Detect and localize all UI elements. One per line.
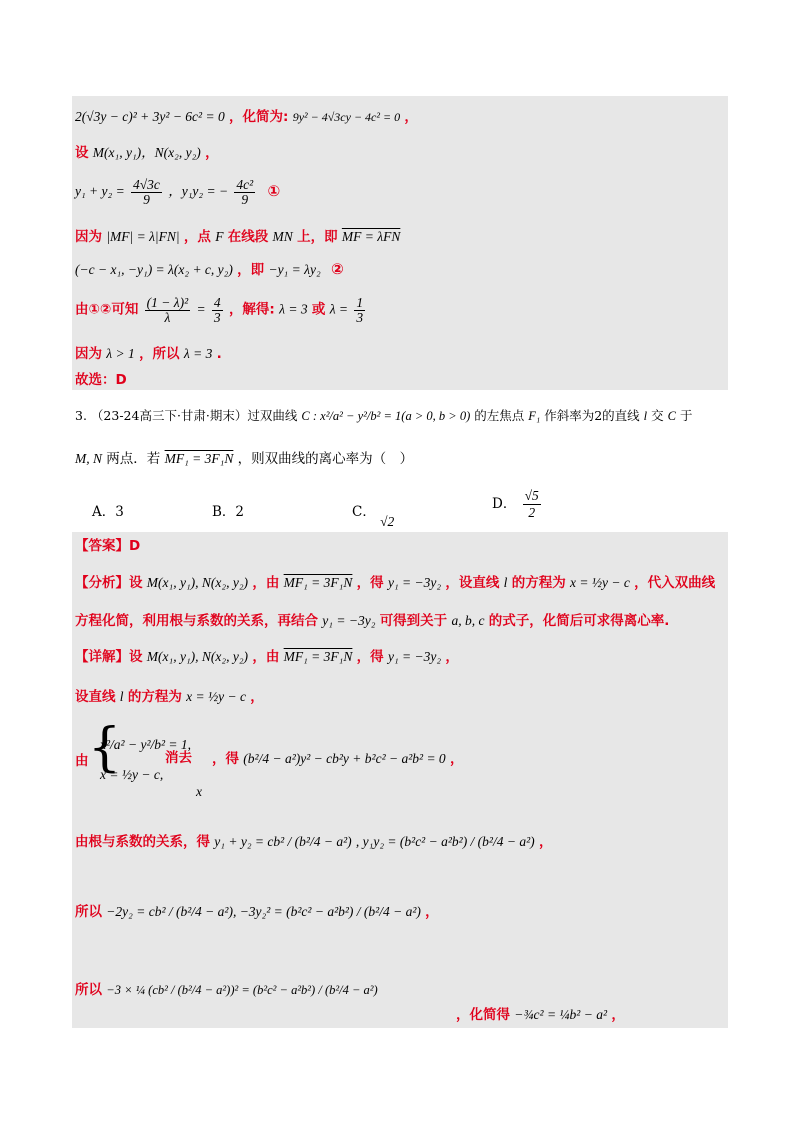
option-a[interactable]: [92, 500, 124, 520]
numerator: 1: [356, 295, 364, 310]
equation: x = ½y − c: [186, 689, 246, 704]
answer-shade: [72, 532, 728, 1028]
option-c[interactable]: [352, 500, 395, 529]
fraction: [354, 296, 365, 324]
equation: −2y₂ = cb² / (b²/4 − a²), −3y₂² = (b²c² − a²b²) / (b²/4 − a²): [106, 904, 421, 919]
option-b[interactable]: [212, 500, 244, 520]
prev-line-1: [75, 110, 418, 125]
denominator: 3: [356, 309, 364, 325]
option-label: A．3: [92, 504, 124, 520]
equation: 9y² − 4√3cy − 4c² = 0: [292, 110, 401, 124]
equation: F: [215, 229, 224, 244]
numerator: 4: [213, 295, 221, 310]
numerator: 4c²: [236, 177, 254, 192]
so-line-2b: [456, 1008, 625, 1023]
system-var: [196, 785, 202, 799]
label: 在线段: [227, 229, 269, 245]
label: 因为: [75, 346, 102, 362]
label: 的方程为: [511, 575, 566, 591]
prev-line-5: [75, 262, 344, 278]
equation: MN: [272, 229, 293, 244]
question-text: 作斜率为2的直线: [544, 408, 640, 423]
equation: λ = 3: [279, 301, 308, 317]
detail-line-2: [75, 690, 264, 705]
label: 因为: [75, 229, 102, 245]
label: ，设直线: [445, 575, 500, 591]
label: ，解得:: [228, 301, 275, 318]
numerator: √5: [524, 488, 539, 503]
punct: ，: [538, 834, 553, 850]
label: 【分析】设: [75, 575, 143, 591]
label: 所以: [75, 982, 102, 998]
equation: x²/a² − y²/b² = 1,: [100, 737, 192, 752]
question-source: （23-24高三下·甘肃·期末）过双曲线: [90, 408, 298, 423]
equation: M(x₁, y₁), N(x₂, y₂): [146, 575, 249, 590]
option-label: C．: [352, 504, 376, 520]
circled-marker: ②: [330, 260, 344, 278]
question-line-1: [75, 410, 692, 423]
circled-marker: ①: [267, 181, 281, 200]
option-label: D．: [492, 496, 517, 512]
equation: −¾c² = ¼b² − a²: [514, 1007, 608, 1022]
label: ，得: [356, 575, 384, 591]
label: 由根与系数的关系，得: [75, 834, 210, 850]
equation: λ =: [329, 301, 349, 317]
label: 方程化简，利用根与系数的关系，再结合: [75, 613, 318, 629]
system-brace: {: [88, 718, 122, 778]
system-block: [75, 725, 89, 769]
fraction: [131, 178, 162, 206]
vector-equation: MF₁ = 3F₁N: [283, 575, 353, 590]
punct: .: [216, 346, 222, 362]
equation: a, b, c: [451, 613, 485, 628]
equation: ，y₁y₂ = −: [168, 183, 229, 199]
question-text: ，则双曲线的离心率为（ ）: [237, 451, 414, 467]
punct: ，: [449, 751, 464, 767]
option-value: [523, 488, 541, 521]
answer: 【答案】D: [75, 538, 141, 554]
question-text: 于: [679, 408, 693, 423]
question-text: 两点．若: [106, 451, 161, 467]
line-l: l: [643, 409, 648, 423]
denominator: λ: [164, 309, 171, 325]
equation: M(x₁, y₁)，N(x₂, y₂): [92, 145, 201, 160]
final-choice: 故选：D: [75, 372, 127, 388]
equation: (b²/4 − a²)y² − cb²y + b²c² − a²b² = 0: [243, 751, 446, 766]
denominator: 2: [528, 505, 536, 520]
label: ，化简为:: [229, 109, 289, 125]
label: ，得: [356, 649, 384, 665]
label: 【详解】设: [75, 649, 143, 665]
fraction: [234, 178, 255, 206]
points: M, N: [75, 451, 102, 466]
numerator: (1 − λ)²: [146, 295, 189, 310]
equation: y₁ + y₂ = cb² / (b²/4 − a²): [214, 834, 352, 849]
equation: −3 × ¼ (cb² / (b²/4 − a²))² = (b²c² − a²b²) / (b²/4 − a²): [106, 983, 378, 997]
question-number: 3.: [75, 408, 87, 423]
so-line-2: [75, 984, 378, 998]
option-value: √2: [380, 514, 395, 529]
prev-line-4: [75, 230, 400, 245]
analysis-line-1: [75, 576, 715, 591]
equation: y₁ = −3y₂: [387, 575, 442, 590]
option-label: B．2: [212, 504, 245, 520]
label: ，点: [183, 229, 211, 245]
label: 的方程为: [127, 689, 182, 705]
vieta-line: [75, 835, 552, 850]
denominator: 9: [143, 191, 150, 207]
system-eliminate: [165, 752, 192, 766]
system-row-2: [100, 768, 163, 782]
fraction: [212, 296, 223, 324]
line-l: l: [503, 575, 508, 590]
prev-line-7: [75, 347, 222, 362]
vector-equation: MF₁ = 3F₁N: [164, 451, 234, 466]
equation: (−c − x₁, −y₁) = λ(x₂ + c, y₂): [75, 262, 233, 277]
equation: MF = λFN: [341, 229, 401, 244]
equation: x = ½y − c: [570, 575, 630, 590]
equation: 2(√3y − c)² + 3y² − 6c² = 0: [75, 109, 225, 124]
numerator: 4√3c: [133, 177, 160, 192]
label: ，由: [252, 575, 280, 591]
label: ，化简得: [456, 1007, 510, 1023]
punct: ，: [611, 1007, 625, 1023]
label: 设: [75, 145, 89, 161]
option-d[interactable]: [492, 488, 543, 521]
denominator: 9: [241, 191, 249, 207]
question-line-2: [75, 452, 413, 467]
equation: M(x₁, y₁), N(x₂, y₂): [146, 649, 249, 664]
label: ，即: [237, 262, 265, 278]
answer-line: [75, 540, 140, 554]
equation: λ > 1: [106, 346, 135, 361]
prev-line-8: [75, 374, 127, 388]
label: 的式子，化简后可求得离心率.: [488, 613, 670, 629]
line-l: l: [119, 689, 124, 704]
equation: y₁ = −3y₂: [322, 613, 376, 628]
prev-line-2: [75, 146, 219, 161]
label: 由: [75, 753, 89, 769]
question-text: 交: [651, 408, 664, 423]
punct: ，: [250, 689, 264, 705]
punct: ，: [425, 904, 439, 920]
equation: y₁ + y₂ =: [75, 183, 125, 199]
focus: F₁: [528, 409, 541, 423]
label: 消去: [165, 750, 192, 766]
punct: ，: [445, 649, 459, 665]
label: ，代入双曲线: [634, 575, 716, 591]
prev-line-6: [75, 296, 367, 324]
denominator: 3: [213, 309, 221, 325]
fraction: [145, 296, 191, 324]
equation: x = ½y − c,: [100, 767, 164, 782]
punct: ，: [404, 109, 418, 125]
analysis-line-2: [75, 614, 669, 629]
label: ，由: [252, 649, 280, 665]
so-line-1: [75, 905, 439, 920]
equation: −y₁ = λy₂: [268, 262, 321, 277]
punct: ，: [205, 145, 219, 161]
equation: , y₁y₂ = (b²c² − a²b²) / (b²/4 − a²): [355, 834, 535, 849]
label: 上，即: [297, 229, 338, 245]
question-text: 的左焦点: [474, 408, 525, 423]
label: 所以: [75, 904, 102, 920]
label: 由①②可知: [75, 301, 139, 318]
label: ，得: [212, 751, 239, 767]
label: 或: [311, 301, 326, 318]
equals: =: [196, 301, 206, 317]
detail-line-1: [75, 650, 459, 665]
label: 设直线: [75, 689, 116, 705]
label: ，所以: [139, 346, 180, 362]
hyperbola-equation: C : x²/a² − y²/b² = 1(a > 0, b > 0): [301, 409, 471, 423]
system-result: [212, 752, 463, 767]
vector-equation: MF₁ = 3F₁N: [283, 649, 353, 664]
variable: x: [196, 784, 202, 799]
equation: λ = 3: [183, 346, 213, 361]
equation: |MF| = λ|FN|: [106, 229, 180, 244]
curve-c: C: [667, 409, 676, 423]
label: 可得到关于: [379, 613, 448, 629]
prev-line-3: [75, 178, 280, 206]
equation: y₁ = −3y₂: [387, 649, 442, 664]
